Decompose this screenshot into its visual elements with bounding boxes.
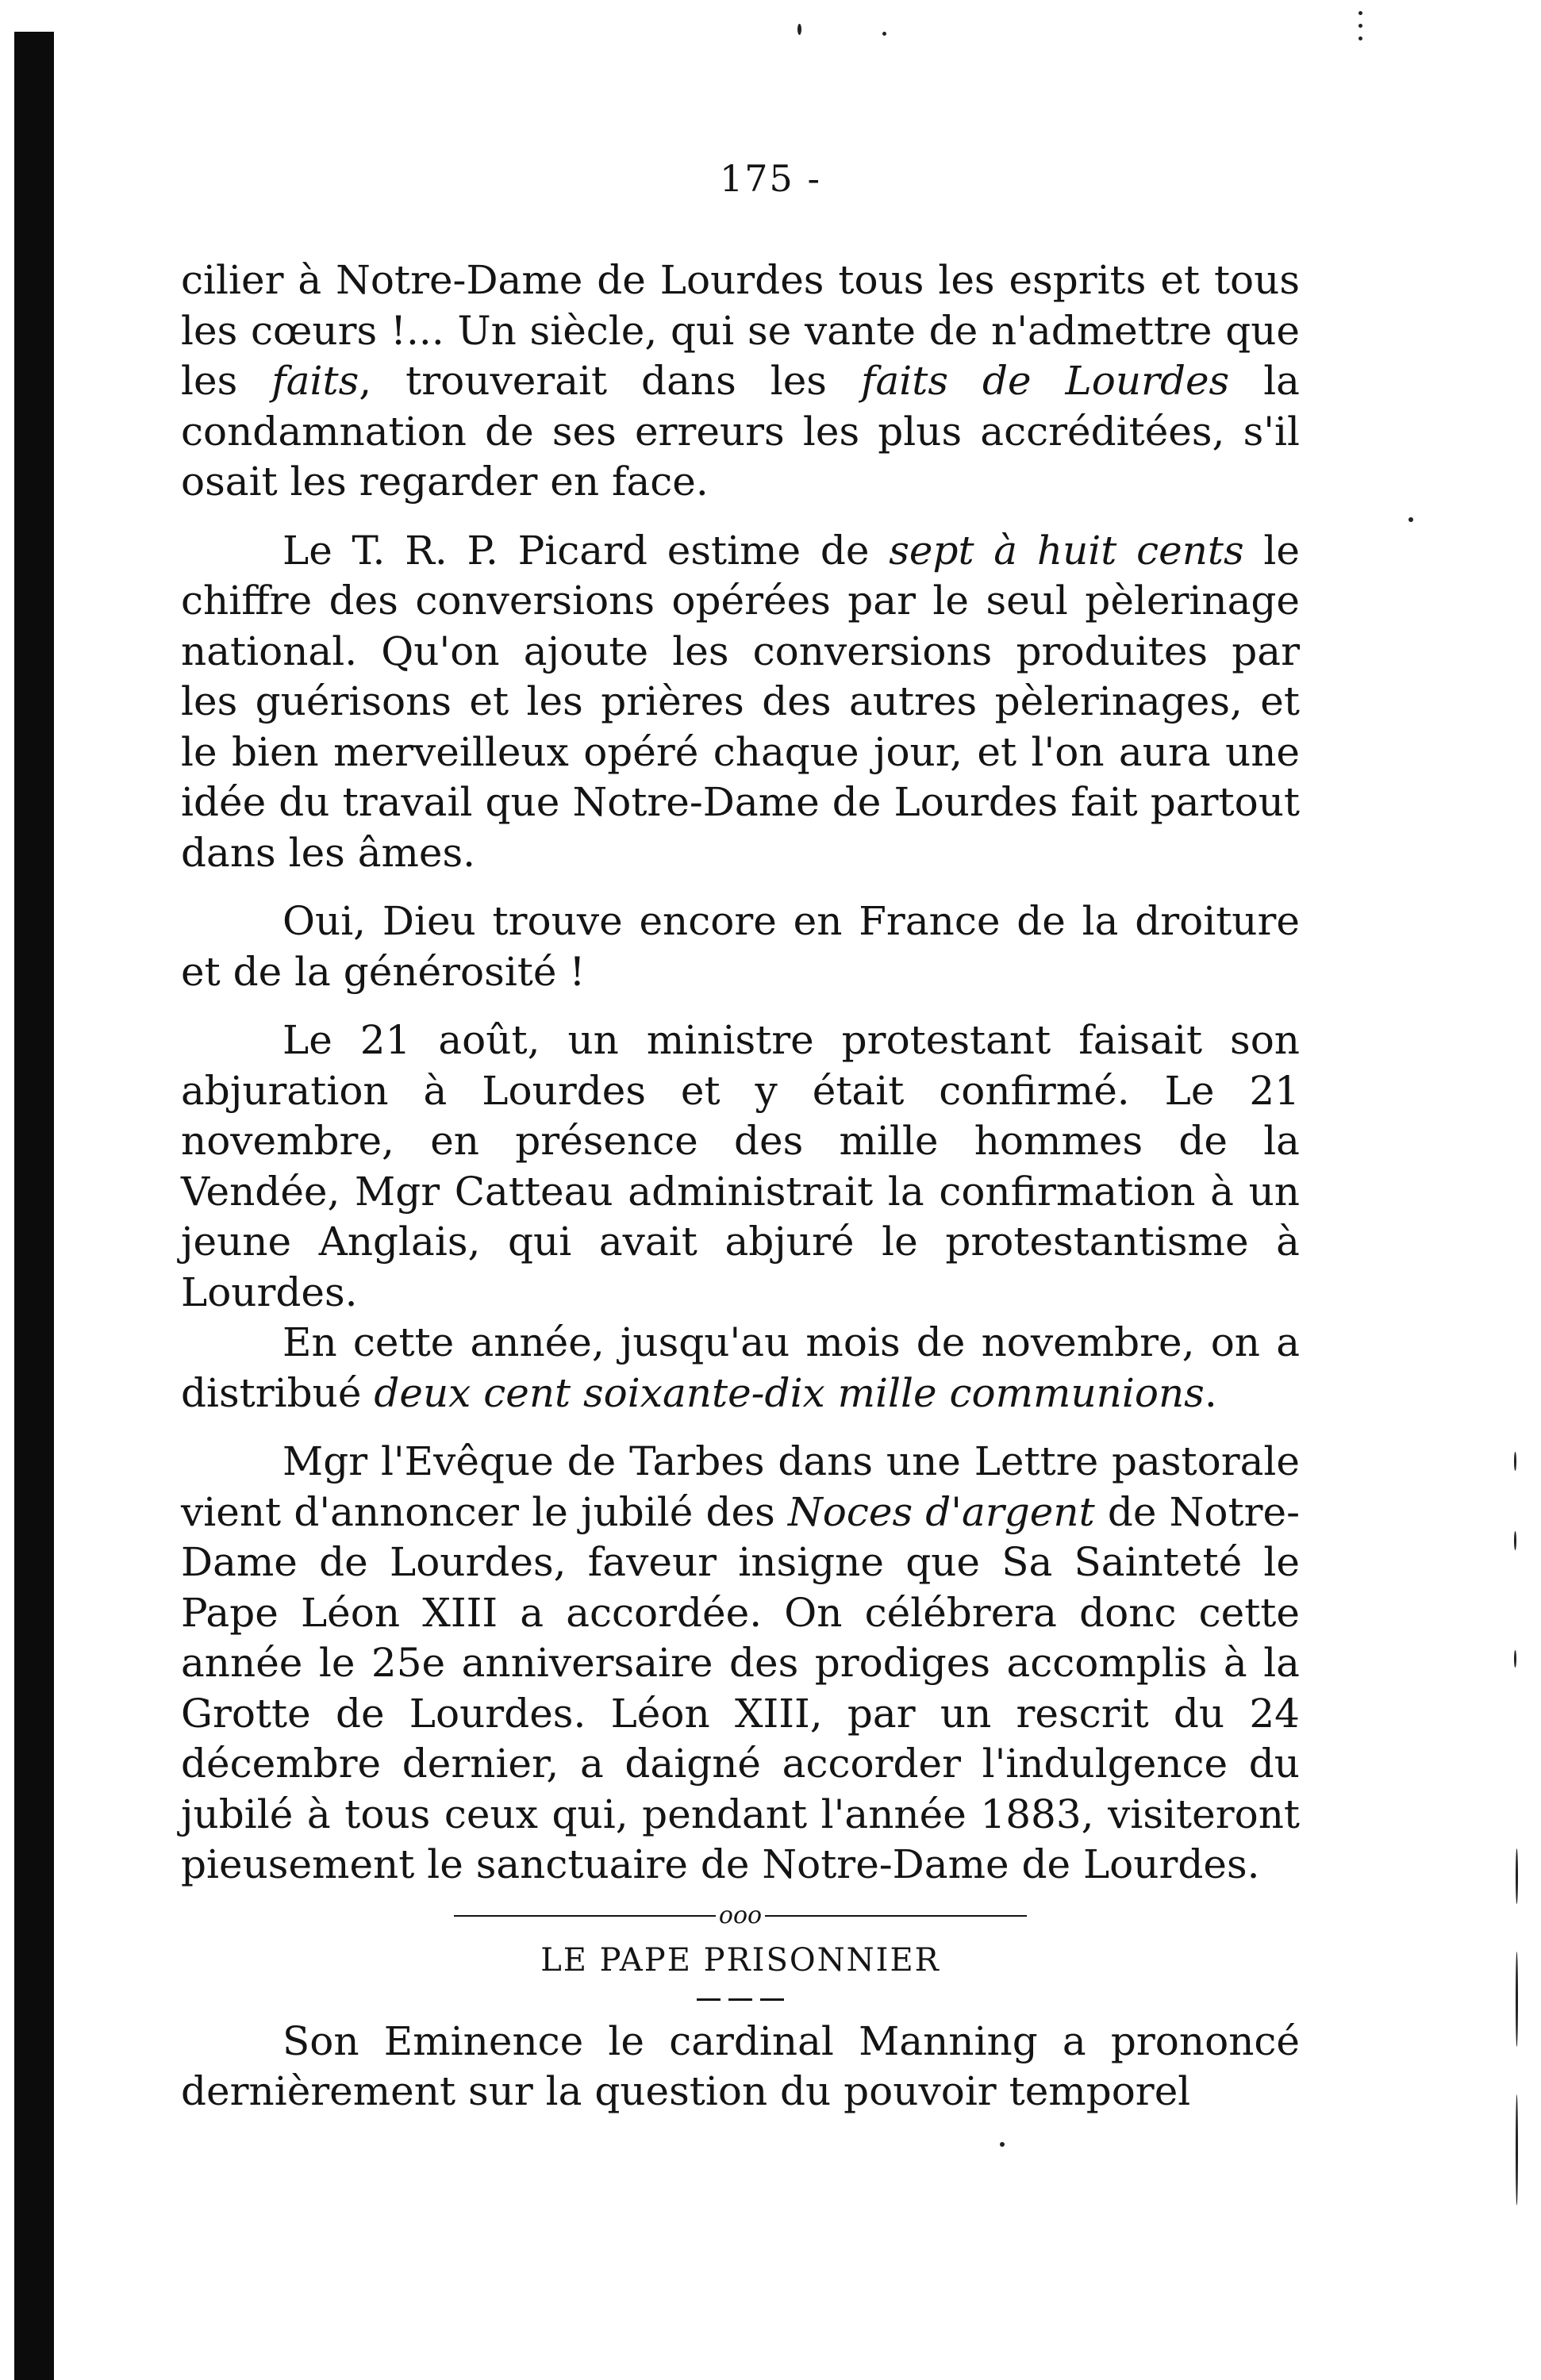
italic-phrase: faits de Lourdes [860,358,1230,404]
text-run: la condamnation de ses erreurs les plus accréditées, s'il osait les regarder en face. [181,358,1300,505]
paragraph [181,896,1300,997]
text-run: Le 21 août, un ministre protestant faisait son abjuration à Lourdes et y était confirmé. Le 21 novembre, en présence des mille hommes de la Vendée, Mgr Catteau administrait la confirmation à un jeune Anglais, qui avait abjuré le protestantisme à Lourdes. [181,1017,1300,1315]
text-run: Oui, Dieu trouve encore en France de la droiture et de la générosité ! [181,898,1300,995]
italic-phrase: faits [271,358,359,404]
separator-mark: ooo [718,1901,763,1929]
section-heading: LE PAPE PRISONNIER [540,1941,940,1979]
paragraph [181,526,1300,879]
text-run: le chiffre des conversions opérées par le seul pèlerinage national. Qu'on ajoute les conversions produites par les guérisons et les prières des autres pèlerinages, et le bien merveilleux opéré chaque jour, et l'on aura une idée du travail que Notre-Dame de Lourdes fait partout dans les âmes. [181,527,1300,876]
text-run: Mgr l'Evêque de Tarbes dans une Lettre pastorale vient d'annoncer le jubilé des [181,1438,1300,1535]
paragraph-list [181,255,1300,1891]
text-run: Le T. R. P. Picard estime de [282,527,890,574]
text-run: En cette année, jusqu'au mois de novembre, on a distribué [181,1319,1300,1416]
paragraph [181,1437,1300,1891]
separator-rule-left [454,1915,716,1917]
scan-edge-bar [14,32,54,2380]
separator-rule-right [765,1915,1027,1917]
italic-phrase: Noces d'argent [788,1488,1095,1535]
page-body [181,255,1300,2117]
page-number: 175 - [720,157,821,200]
paragraph [181,1015,1300,1318]
italic-phrase: deux cent soixante-dix mille communions [374,1369,1205,1416]
paragraph [181,255,1300,508]
text-run: . [1204,1369,1217,1416]
paragraph [181,1318,1300,1418]
italic-phrase: sept à huit cents [889,527,1244,574]
text-run: , trouverait dans les [359,358,861,404]
section-separator [181,1902,1300,1930]
final-paragraph [181,2017,1300,2117]
text-run: Son Eminence le cardinal Manning a prononcé dernièrement sur la question du pouvoir temporel [181,2017,1300,2114]
text-run: cilier à Notre-Dame de Lourdes tous les esprits et tous les cœurs !... Un siècle, qui se vante de n'admettre que les [181,257,1300,404]
heading-underline-dash [697,1998,784,2001]
text-run: de Notre-Dame de Lourdes, faveur insigne que Sa Sainteté le Pape Léon XIII a accordée. On célébrera donc cette année le 25e anniversaire des prodiges accomplis à la Grotte de Lourdes. Léon XIII, par un rescrit du 24 décembre dernier, a daigné accorder l'indulgence du jubilé à tous ceux qui, pendant l'année 1883, visiteront pieusement le sanctuaire de Notre-Dame de Lourdes. [181,1488,1300,1887]
